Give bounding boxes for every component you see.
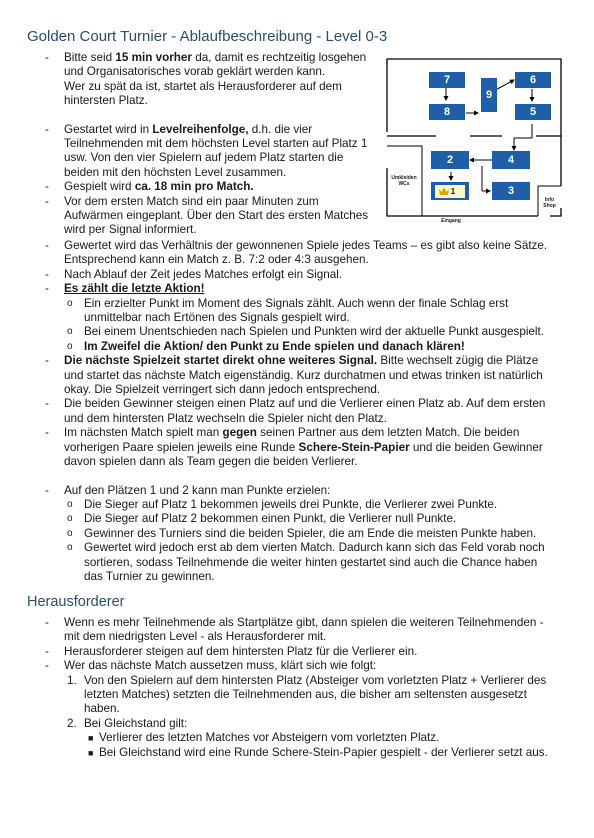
section-title-herausforderer: Herausforderer [27, 594, 125, 610]
info-text: Info [544, 197, 555, 203]
list-item: - Nach Ablauf der Zeit jedes Matches erfolgt ein Signal. [45, 267, 343, 281]
document-title: Golden Court Turnier - Ablaufbeschreibung - Level 0-3 [27, 28, 388, 45]
list-item: - Wenn es mehr Teilnehmende als Startplätze gibt, dann spielen die weiteren Teilnehmenden - mit dem niedrigsten Level - als Herausforderer mit. [45, 616, 544, 644]
list-item: - Im nächsten Match spielt man gegen seinen Partner aus dem letzten Match. Die beiden vorherigen Paare spielen jeweils eine Runde Schere-Stein-Papier und die beiden Gewinner davon spielen dann als Team gegen die beiden Verlierer. [45, 426, 543, 469]
outer-wall-corner [550, 208, 561, 216]
list-item: - Gespielt wird ca. 18 min pro Match. [45, 180, 254, 194]
list-item: - Herausforderer steigen auf dem hintersten Platz für die Verlierer ein. [45, 644, 418, 658]
court-1-highlight [435, 185, 465, 198]
info-shop-label [538, 197, 561, 209]
court-1-label: 1 [450, 186, 456, 196]
sub-list-item: o Ein erzielter Punkt im Moment des Signals zählt. Auch wenn der finale Schlag erst unmittelbar nach Ertönen des Signals gespielt wird. [67, 296, 509, 325]
court-8: 8 [429, 104, 465, 120]
court-layout-diagram [386, 58, 562, 224]
list-item: - Die beiden Gewinner steigen einen Platz auf und die Verlierer einen Platz ab. Auf dem ersten und dem hintersten Platz wechseln die Spieler nicht den Platz. [45, 397, 546, 425]
list-item: - Bitte seid 15 min vorher da, damit es rechtzeitig losgehen und Organisatorisches vorab geklärt werden kann. Wer zu spät da ist, startet als Herausforderer auf dem hintersten Platz. [45, 51, 367, 108]
umkleiden-label [387, 175, 421, 187]
list-item: - Die nächste Spielzeit startet direkt ohne weiteres Signal. Bitte wechselt zügig die Plätze und startet das nächste Match eigenständig. Kurz durchatmen und etwas trinken ist natürlich okay. Die Spielzeit verringert sich dann jedoch entsprechend. [45, 354, 543, 397]
court-7: 7 [429, 72, 465, 88]
sub-list-item: o Gewinner des Turniers sind die beiden Spieler, die am Ende die meisten Punkte haben. [67, 526, 537, 540]
shop-text: Shop [543, 203, 556, 209]
sub-list-item: o Die Sieger auf Platz 2 bekommen einen Punkt, die Verlierer null Punkte. [67, 512, 457, 526]
umkleiden-text: Umkleiden [391, 175, 417, 181]
wcs-text: WCs [398, 181, 410, 187]
list-item: - Gewertet wird das Verhältnis der gewonnenen Spiele jedes Teams – es gibt also keine Sätze. Entsprechend kann ein Match z. B. 7:2 oder 4:3 ausgehen. [45, 239, 548, 267]
list-item: - Auf den Plätzen 1 und 2 kann man Punkte erzielen: [45, 483, 331, 497]
list-item: - Vor dem ersten Match sind ein paar Minuten zum Aufwärmen eingeplant. Über den Start des ersten Matches wird per Signal informiert. [45, 194, 369, 237]
eingang-label: Eingang [441, 218, 461, 224]
rules-list [27, 239, 572, 584]
court-9: 9 [481, 78, 497, 112]
court-5: 5 [515, 104, 551, 120]
intro-list [27, 51, 387, 238]
court-6: 6 [515, 72, 551, 88]
court-4: 4 [492, 151, 530, 169]
herausforderer-list [27, 616, 572, 760]
list-item: - Es zählt die letzte Aktion! [45, 282, 205, 296]
square-bullet-item: ■ Bei Gleichstand wird eine Runde Schere-Stein-Papier gespielt - der Verlierer setzt aus. [88, 745, 548, 759]
court-3: 3 [492, 182, 530, 200]
sub-list-item: o Im Zweifel die Aktion/ den Punkt zu Ende spielen und danach klären! [67, 339, 465, 353]
list-item: - Gestartet wird in Levelreihenfolge, d.h. die vier Teilnehmenden mit dem höchsten Level starten auf Platz 1 usw. Von den vier Spielern auf jedem Platz starten die beiden mit den höchsten Level zusammen. [45, 122, 368, 179]
list-item: - Wer das nächste Match aussetzen muss, klärt sich wie folgt: [45, 659, 377, 673]
numbered-item: 2. Bei Gleichstand gilt: [67, 716, 188, 730]
numbered-item: 1. Von den Spielern auf dem hintersten Platz (Absteiger vom vorletzten Platz + Verlierer des letzten Matches) setzten die Teilnehmenden aus, die bisher am seltensten ausgesetzt haben. [67, 673, 547, 716]
sub-list-item: o Gewertet wird jedoch erst ab dem vierten Match. Dadurch kann sich das Feld vorab noch sortieren, sodass Teilnehmende die weiter hinten gestartet sind auch die Chance haben das Turnier zu gewinnen. [67, 541, 545, 583]
crown-icon [439, 187, 449, 195]
square-bullet-item: ■ Verlierer des letzten Matches vor Absteigern vom vorletzten Platz. [88, 731, 440, 745]
court-1 [431, 182, 469, 200]
court-2: 2 [431, 151, 469, 169]
sub-list-item: o Bei einem Unentschieden nach Spielen und Punkten wird der aktuelle Punkt ausgespielt. [67, 325, 545, 339]
sub-list-item: o Die Sieger auf Platz 1 bekommen jeweils drei Punkte, die Verlierer zwei Punkte. [67, 497, 498, 511]
